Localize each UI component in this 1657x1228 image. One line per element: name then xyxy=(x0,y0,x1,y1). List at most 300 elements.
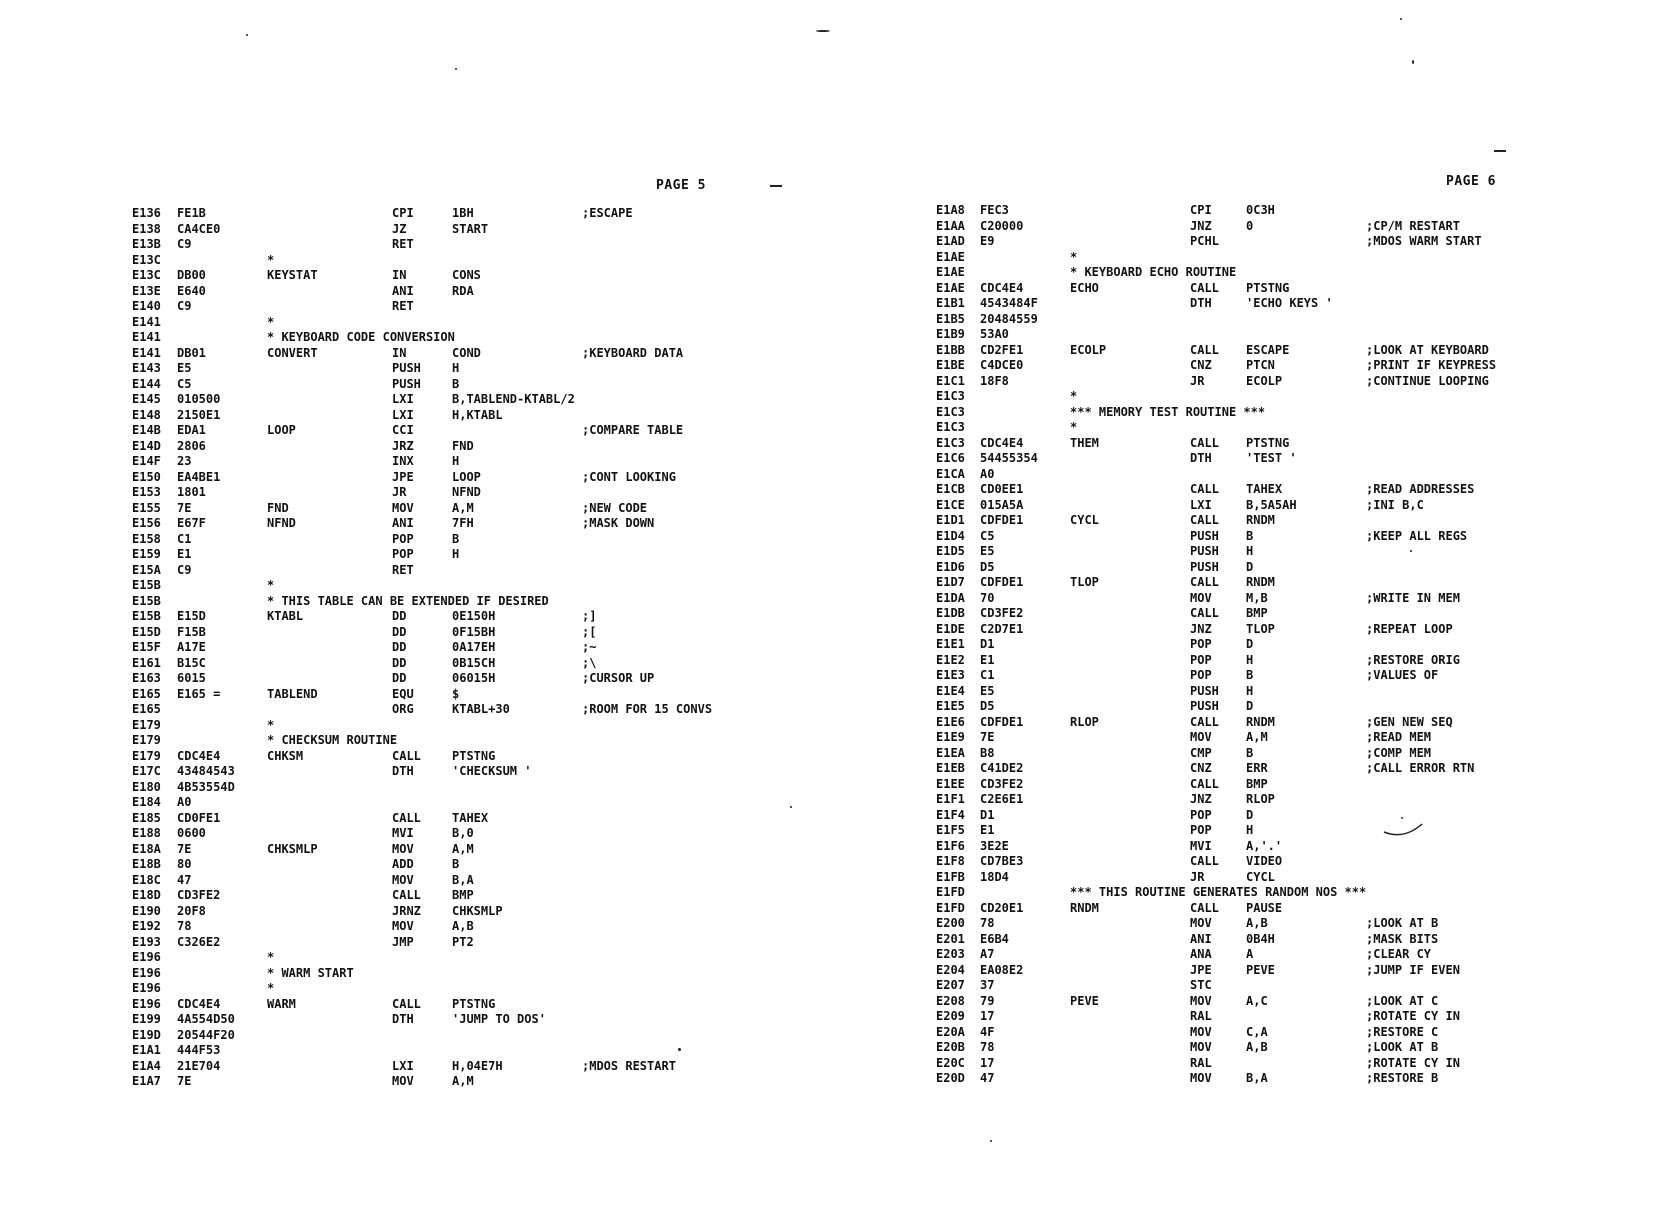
line-opcode: CALL xyxy=(1190,513,1219,527)
line-operand: PAUSE xyxy=(1246,900,1283,915)
line-opcode: PUSH xyxy=(1190,544,1219,558)
line-operand: RDA xyxy=(452,283,474,298)
line-object-code: 4A554D50 xyxy=(177,1012,235,1026)
line-address: E196 xyxy=(132,981,161,995)
line-comment: ;RESTORE ORIG xyxy=(1366,652,1460,667)
line-address: E1C1 xyxy=(936,373,965,388)
line-address: E1AE xyxy=(936,265,965,279)
line-opcode: LXI xyxy=(392,392,414,406)
line-object-code: 80 xyxy=(177,857,192,871)
line-label: ECOLP xyxy=(1070,342,1107,357)
line-operand: ECOLP xyxy=(1246,373,1283,388)
line-opcode: ANI xyxy=(392,283,414,298)
line-object-code: 18D4 xyxy=(980,869,1009,884)
line-opcode: POP xyxy=(1190,807,1212,822)
line-object-code: D1 xyxy=(980,807,995,822)
line-address: E204 xyxy=(936,962,965,977)
line-opcode: CALL xyxy=(1190,606,1219,620)
line-comment: ;RESTORE B xyxy=(1366,1071,1439,1085)
line-object-code: 7E xyxy=(177,1074,192,1088)
line-address: E161 xyxy=(132,655,161,670)
line-object-code: CDC4E4 xyxy=(980,435,1024,450)
line-opcode: JRNZ xyxy=(392,903,421,918)
line-opcode: DTH xyxy=(1190,296,1212,310)
line-comment: ;LOOK AT C xyxy=(1366,993,1439,1008)
line-operand: B xyxy=(452,376,460,391)
line-opcode: MOV xyxy=(1190,1040,1212,1054)
line-object-code: F15B xyxy=(177,624,206,639)
line-object-code: CD20E1 xyxy=(980,900,1024,915)
line-opcode: LXI xyxy=(392,407,414,422)
line-address: E15B xyxy=(132,578,161,592)
line-object-code: E5 xyxy=(980,544,995,558)
line-operand: PTSTNG xyxy=(452,996,496,1011)
line-operand: A xyxy=(1246,947,1254,961)
line-object-code: C9 xyxy=(177,562,192,577)
line-address: E18C xyxy=(132,872,161,887)
line-object-code: C41DE2 xyxy=(980,761,1024,775)
line-opcode: MOV xyxy=(1190,916,1212,930)
line-object-code: CA4CE0 xyxy=(177,221,221,236)
line-label: PEVE xyxy=(1070,993,1099,1008)
scan-speck xyxy=(246,34,248,36)
line-object-code: 47 xyxy=(177,872,192,887)
line-opcode: PUSH xyxy=(1190,699,1219,713)
line-object-code: 47 xyxy=(980,1071,995,1085)
line-object-code: D5 xyxy=(980,699,995,713)
line-opcode: CALL xyxy=(1190,854,1219,868)
line-object-code: A7 xyxy=(980,947,995,961)
line-label: TLOP xyxy=(1070,575,1099,589)
line-address: E190 xyxy=(132,903,161,918)
line-label: * xyxy=(267,578,275,592)
line-opcode: INX xyxy=(392,454,414,468)
line-object-code: 78 xyxy=(980,916,995,930)
line-comment: ;MASK DOWN xyxy=(582,516,655,530)
pencil-mark xyxy=(1382,814,1426,840)
line-label: * xyxy=(1070,389,1078,403)
line-object-code: A17E xyxy=(177,640,206,654)
line-opcode: JNZ xyxy=(1190,218,1212,233)
line-address: E153 xyxy=(132,485,161,499)
line-operand: PTSTNG xyxy=(1246,435,1290,450)
line-opcode: PUSH xyxy=(392,361,421,375)
line-object-code: CD7BE3 xyxy=(980,854,1024,868)
line-operand: B,0 xyxy=(452,826,474,840)
line-operand: ESCAPE xyxy=(1246,342,1290,357)
line-address: E150 xyxy=(132,469,161,484)
line-opcode: JR xyxy=(1190,869,1205,884)
line-address: E1A8 xyxy=(936,203,965,217)
line-operand: H xyxy=(1246,652,1254,667)
line-object-code: C2D7E1 xyxy=(980,621,1024,636)
line-opcode: DD xyxy=(392,655,407,670)
line-opcode: CALL xyxy=(1190,482,1219,496)
line-opcode: JPE xyxy=(392,469,414,484)
line-operand: TLOP xyxy=(1246,621,1275,636)
line-opcode: CALL xyxy=(392,996,421,1011)
line-opcode: POP xyxy=(1190,668,1212,682)
line-object-code: FE1B xyxy=(177,206,206,220)
line-object-code: 54455354 xyxy=(980,451,1038,465)
line-operand: B xyxy=(1246,745,1254,760)
line-operand: $ xyxy=(452,686,460,701)
line-operand: D xyxy=(1246,699,1254,713)
line-opcode: CNZ xyxy=(1190,761,1212,775)
line-comment: ;] xyxy=(582,609,597,623)
line-address: E179 xyxy=(132,748,161,763)
line-opcode: CALL xyxy=(1190,342,1219,357)
line-address: E159 xyxy=(132,547,161,561)
line-label: * xyxy=(267,252,275,267)
line-comment: ;LOOK AT B xyxy=(1366,916,1439,930)
line-opcode: MOV xyxy=(392,1074,414,1088)
line-opcode: MOV xyxy=(392,872,414,887)
line-operand: B,5A5AH xyxy=(1246,497,1297,512)
line-address: E1EA xyxy=(936,745,965,760)
line-comment: ;CLEAR CY xyxy=(1366,947,1432,961)
line-operand: CYCL xyxy=(1246,869,1275,884)
scan-mark xyxy=(770,185,782,187)
line-address: E1AE xyxy=(936,280,965,295)
line-label: * KEYBOARD ECHO ROUTINE xyxy=(1070,265,1237,279)
line-address: E1E9 xyxy=(936,730,965,744)
line-address: E196 xyxy=(132,996,161,1011)
line-address: E1B9 xyxy=(936,327,965,341)
line-comment: ;\ xyxy=(582,655,597,670)
line-operand: START xyxy=(452,221,489,236)
line-comment: ;CONTINUE LOOPING xyxy=(1366,373,1489,388)
line-operand: PEVE xyxy=(1246,962,1275,977)
line-comment: ;READ ADDRESSES xyxy=(1366,482,1475,496)
line-object-code: FEC3 xyxy=(980,203,1009,217)
line-address: E1AE xyxy=(936,249,965,264)
line-object-code: C5 xyxy=(177,376,192,391)
line-operand: H xyxy=(1246,823,1254,837)
line-address: E145 xyxy=(132,392,161,406)
line-object-code: CDFDE1 xyxy=(980,575,1024,589)
line-address: E1F4 xyxy=(936,807,965,822)
line-opcode: DTH xyxy=(392,1012,414,1026)
line-label: THEM xyxy=(1070,435,1099,450)
line-comment: ;INI B,C xyxy=(1366,497,1424,512)
line-operand: 'CHECKSUM ' xyxy=(452,764,532,778)
line-object-code: CDFDE1 xyxy=(980,513,1024,527)
line-object-code: 4F xyxy=(980,1024,995,1039)
line-operand: RLOP xyxy=(1246,792,1275,806)
line-object-code: C4DCE0 xyxy=(980,358,1024,372)
line-object-code: CD0EE1 xyxy=(980,482,1024,496)
line-label: *** THIS ROUTINE GENERATES RANDOM NOS *** xyxy=(1070,885,1367,899)
line-opcode: POP xyxy=(1190,652,1212,667)
line-operand: H xyxy=(1246,544,1254,558)
line-opcode: EQU xyxy=(392,686,414,701)
line-opcode: DD xyxy=(392,624,407,639)
line-address: E143 xyxy=(132,361,161,375)
line-address: E156 xyxy=(132,516,161,530)
line-address: E1F6 xyxy=(936,838,965,853)
line-opcode: DD xyxy=(392,671,407,685)
line-address: E1E1 xyxy=(936,637,965,651)
line-comment: ;VALUES OF xyxy=(1366,668,1439,682)
line-address: E1B1 xyxy=(936,296,965,310)
line-address: E1F1 xyxy=(936,792,965,806)
line-address: E14B xyxy=(132,423,161,437)
line-comment: ;WRITE IN MEM xyxy=(1366,590,1460,605)
line-address: E13C xyxy=(132,252,161,267)
line-comment: ;LOOK AT KEYBOARD xyxy=(1366,342,1489,357)
line-label: *** MEMORY TEST ROUTINE *** xyxy=(1070,404,1266,419)
line-opcode: POP xyxy=(392,547,414,561)
line-object-code: 20484559 xyxy=(980,311,1038,326)
line-address: E1DB xyxy=(936,606,965,620)
line-object-code: DB00 xyxy=(177,268,206,282)
line-operand: 0 xyxy=(1246,218,1254,233)
line-comment: ;CONT LOOKING xyxy=(582,469,676,484)
line-operand: D xyxy=(1246,807,1254,822)
line-address: E20D xyxy=(936,1071,965,1085)
line-object-code: 6015 xyxy=(177,671,206,685)
line-address: E1EB xyxy=(936,761,965,775)
line-opcode: PUSH xyxy=(1190,683,1219,698)
line-operand: RNDM xyxy=(1246,513,1275,527)
line-address: E1C3 xyxy=(936,404,965,419)
line-operand: RNDM xyxy=(1246,714,1275,729)
line-object-code: 78 xyxy=(177,919,192,933)
line-operand: PTSTNG xyxy=(1246,280,1290,295)
line-comment: ;RESTORE C xyxy=(1366,1024,1439,1039)
line-address: E15D xyxy=(132,624,161,639)
line-comment: ;CURSOR UP xyxy=(582,671,655,685)
line-address: E1F5 xyxy=(936,823,965,837)
line-address: E140 xyxy=(132,299,161,313)
line-label: ECHO xyxy=(1070,280,1099,295)
line-operand: FND xyxy=(452,438,474,453)
line-object-code: 2150E1 xyxy=(177,407,221,422)
line-object-code: CD2FE1 xyxy=(980,342,1024,357)
line-address: E141 xyxy=(132,330,161,344)
line-address: E1A4 xyxy=(132,1058,161,1073)
line-object-code: D1 xyxy=(980,637,995,651)
line-opcode: ANA xyxy=(1190,947,1212,961)
line-address: E1CB xyxy=(936,482,965,496)
line-address: E148 xyxy=(132,407,161,422)
line-label: CHKSMLP xyxy=(267,841,318,856)
line-operand: C,A xyxy=(1246,1024,1268,1039)
line-opcode: MOV xyxy=(1190,590,1212,605)
line-comment: ;MDOS RESTART xyxy=(582,1058,676,1073)
line-address: E165 xyxy=(132,702,161,716)
line-opcode: CALL xyxy=(392,810,421,825)
line-label: * CHECKSUM ROUTINE xyxy=(267,733,398,747)
scan-speck xyxy=(1400,18,1402,20)
line-label: KTABL xyxy=(267,609,304,623)
line-address: E1D6 xyxy=(936,559,965,574)
line-address: E185 xyxy=(132,810,161,825)
line-comment: ;[ xyxy=(582,624,597,639)
line-comment: ;NEW CODE xyxy=(582,500,648,515)
line-object-code: C326E2 xyxy=(177,934,221,949)
line-opcode: PCHL xyxy=(1190,234,1219,248)
line-opcode: MVI xyxy=(392,826,414,840)
line-object-code: CD3FE2 xyxy=(980,606,1024,620)
line-object-code: DB01 xyxy=(177,345,206,360)
line-operand: 0C3H xyxy=(1246,203,1275,217)
line-object-code: CD3FE2 xyxy=(980,776,1024,791)
line-address: E1BE xyxy=(936,358,965,372)
line-address: E200 xyxy=(936,916,965,930)
line-address: E17C xyxy=(132,764,161,778)
line-operand: CONS xyxy=(452,268,481,282)
line-label: RLOP xyxy=(1070,714,1099,729)
line-opcode: CPI xyxy=(1190,203,1212,217)
line-address: E20C xyxy=(936,1055,965,1070)
line-label: KEYSTAT xyxy=(267,268,318,282)
line-opcode: POP xyxy=(392,531,414,546)
line-opcode: DTH xyxy=(1190,451,1212,465)
line-object-code: 4543484F xyxy=(980,296,1038,310)
line-operand: RNDM xyxy=(1246,575,1275,589)
line-operand: 'JUMP TO DOS' xyxy=(452,1012,546,1026)
line-opcode: JMP xyxy=(392,934,414,949)
line-operand: 'ECHO KEYS ' xyxy=(1246,296,1333,310)
line-address: E158 xyxy=(132,531,161,546)
line-opcode: CCI xyxy=(392,423,414,437)
line-address: E209 xyxy=(936,1009,965,1023)
line-opcode: CALL xyxy=(1190,776,1219,791)
line-label: CYCL xyxy=(1070,513,1099,527)
line-address: E1CE xyxy=(936,497,965,512)
line-operand: A,M xyxy=(452,500,474,515)
line-operand: PT2 xyxy=(452,934,474,949)
line-object-code: CDC4E4 xyxy=(980,280,1024,295)
line-operand: H xyxy=(1246,683,1254,698)
line-comment: ;LOOK AT B xyxy=(1366,1040,1439,1054)
line-object-code: 79 xyxy=(980,993,995,1008)
line-object-code: 20F8 xyxy=(177,903,206,918)
line-object-code: C1 xyxy=(177,531,192,546)
line-opcode: IN xyxy=(392,268,407,282)
line-object-code: 7E xyxy=(177,500,192,515)
line-address: E1C3 xyxy=(936,435,965,450)
line-address: E141 xyxy=(132,314,161,329)
line-object-code: 0600 xyxy=(177,826,206,840)
line-operand: M,B xyxy=(1246,590,1268,605)
line-opcode: POP xyxy=(1190,637,1212,651)
line-address: E1AA xyxy=(936,218,965,233)
line-object-code: 3E2E xyxy=(980,838,1009,853)
line-operand: 'TEST ' xyxy=(1246,451,1297,465)
line-address: E14D xyxy=(132,438,161,453)
line-operand: B xyxy=(452,857,460,871)
line-opcode: ORG xyxy=(392,702,414,716)
line-address: E196 xyxy=(132,965,161,980)
line-object-code: E5 xyxy=(980,683,995,698)
line-label: * WARM START xyxy=(267,965,354,980)
line-comment: ;KEYBOARD DATA xyxy=(582,345,684,360)
line-object-code: E9 xyxy=(980,234,995,248)
line-opcode: STC xyxy=(1190,978,1212,992)
line-object-code: EDA1 xyxy=(177,423,206,437)
line-address: E199 xyxy=(132,1012,161,1026)
line-object-code: A0 xyxy=(177,795,192,809)
line-operand: TAHEX xyxy=(1246,482,1283,496)
line-address: E1C3 xyxy=(936,420,965,434)
line-operand: 0B4H xyxy=(1246,931,1275,946)
line-comment: ;CALL ERROR RTN xyxy=(1366,761,1475,775)
scan-speck xyxy=(678,1048,681,1051)
line-address: E136 xyxy=(132,206,161,220)
line-address: E165 xyxy=(132,686,161,701)
line-address: E1C6 xyxy=(936,451,965,465)
line-comment: ;COMPARE TABLE xyxy=(582,423,684,437)
line-opcode: DD xyxy=(392,609,407,623)
line-address: E20B xyxy=(936,1040,965,1054)
line-object-code: 1801 xyxy=(177,485,206,499)
line-opcode: JNZ xyxy=(1190,792,1212,806)
line-operand: TAHEX xyxy=(452,810,489,825)
line-opcode: RET xyxy=(392,237,414,251)
line-operand: D xyxy=(1246,637,1254,651)
line-opcode: MOV xyxy=(1190,730,1212,744)
line-opcode: MOV xyxy=(1190,1071,1212,1085)
line-operand: B xyxy=(1246,528,1254,543)
line-address: E1A7 xyxy=(132,1074,161,1088)
line-address: E184 xyxy=(132,795,161,809)
line-opcode: CPI xyxy=(392,206,414,220)
line-operand: A,M xyxy=(452,1074,474,1088)
line-operand: A,B xyxy=(452,919,474,933)
line-object-code: CDC4E4 xyxy=(177,996,221,1011)
line-object-code: E1 xyxy=(177,547,192,561)
line-address: E1BB xyxy=(936,342,965,357)
line-object-code: 015A5A xyxy=(980,497,1024,512)
line-operand: 0E150H xyxy=(452,609,496,623)
line-label: * xyxy=(267,314,275,329)
line-opcode: JPE xyxy=(1190,962,1212,977)
line-comment: ;GEN NEW SEQ xyxy=(1366,714,1453,729)
scan-speck xyxy=(990,1140,992,1142)
line-object-code: 4B53554D xyxy=(177,779,235,794)
line-comment: ;READ MEM xyxy=(1366,730,1432,744)
scan-speck xyxy=(1410,550,1412,552)
line-address: E208 xyxy=(936,993,965,1008)
line-operand: H xyxy=(452,547,460,561)
line-operand: H,KTABL xyxy=(452,407,503,422)
line-object-code: C1 xyxy=(980,668,995,682)
line-opcode: LXI xyxy=(392,1058,414,1073)
line-operand: B,A xyxy=(452,872,474,887)
line-address: E19D xyxy=(132,1027,161,1042)
line-opcode: MOV xyxy=(392,841,414,856)
line-object-code: CD0FE1 xyxy=(177,810,221,825)
line-operand: 0F15BH xyxy=(452,624,496,639)
line-object-code: 21E704 xyxy=(177,1058,221,1073)
line-operand: NFND xyxy=(452,485,481,499)
line-object-code: E165 = xyxy=(177,686,221,701)
line-address: E15F xyxy=(132,640,161,654)
line-address: E203 xyxy=(936,947,965,961)
line-opcode: RET xyxy=(392,562,414,577)
line-object-code: C9 xyxy=(177,237,192,251)
line-opcode: ANI xyxy=(1190,931,1212,946)
line-opcode: POP xyxy=(1190,823,1212,837)
line-operand: B xyxy=(1246,668,1254,682)
line-address: E1C3 xyxy=(936,389,965,403)
line-opcode: CALL xyxy=(392,888,421,902)
line-label: * KEYBOARD CODE CONVERSION xyxy=(267,330,455,344)
line-address: E201 xyxy=(936,931,965,946)
